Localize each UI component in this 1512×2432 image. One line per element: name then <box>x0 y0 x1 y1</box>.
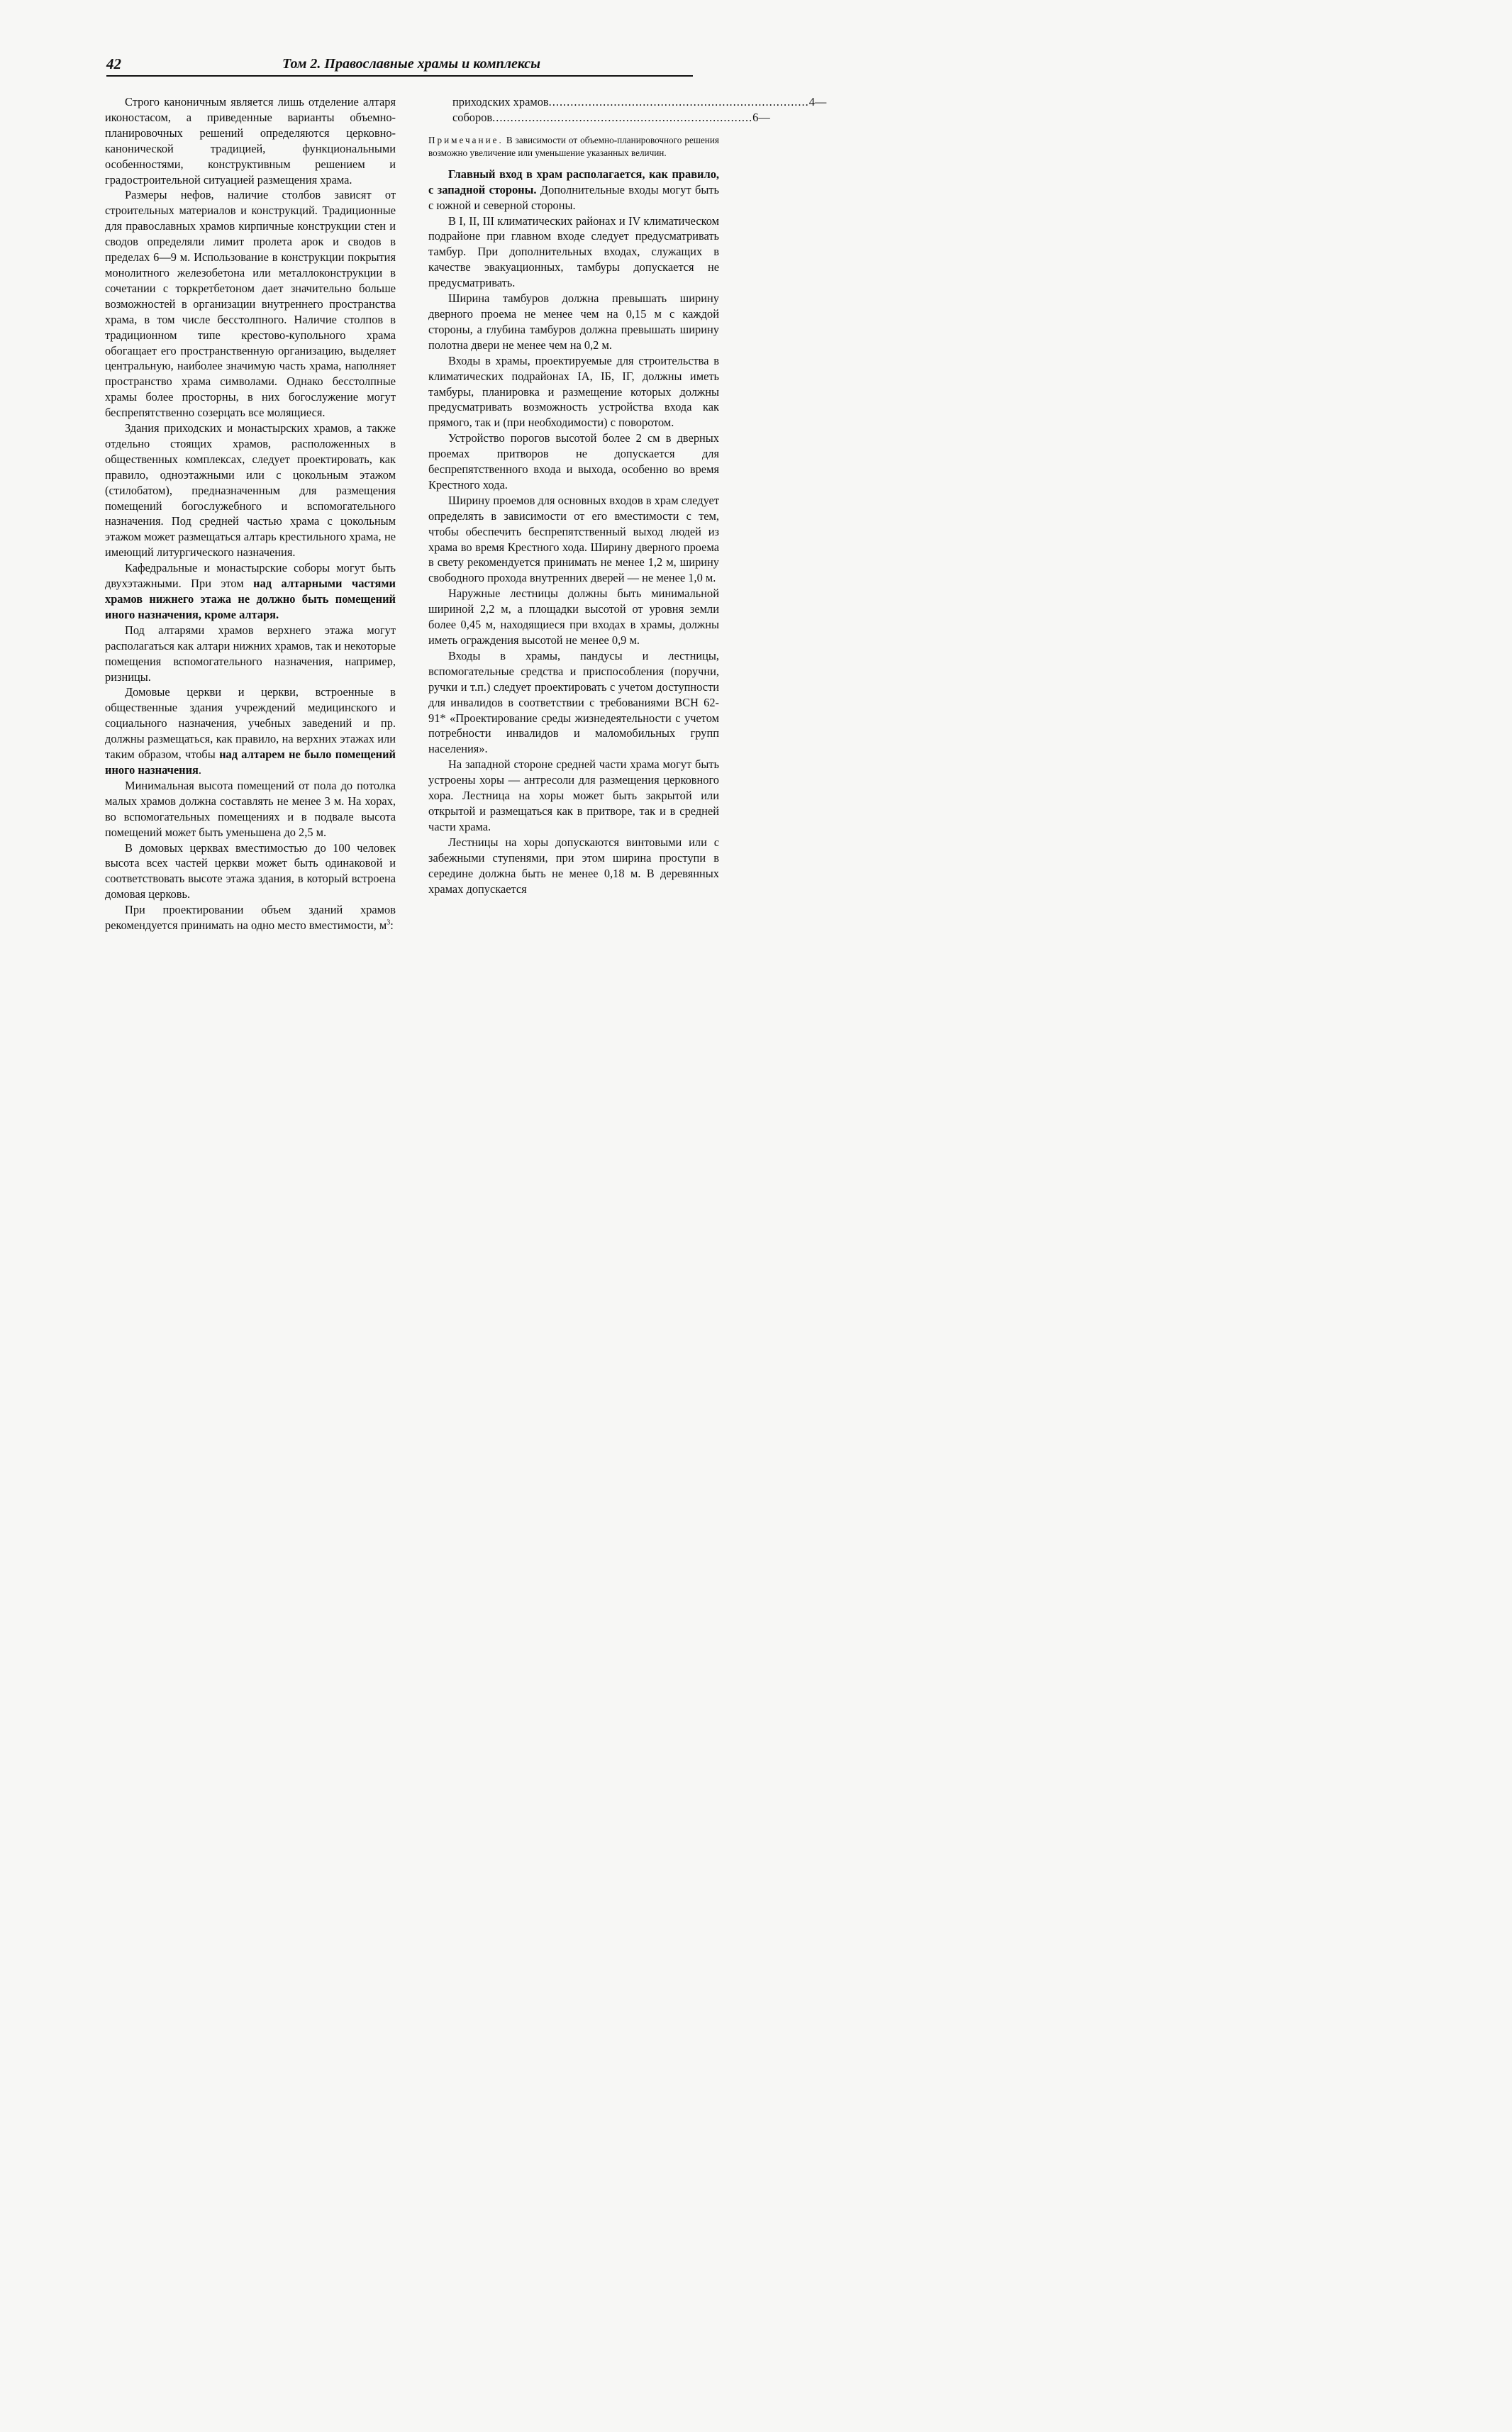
paragraph: Входы в храмы, пандусы и лестницы, вспомогательные средства и приспособления (поручни, ручки и т.п.) следует проектировать с учетом доступности для инвалидов в соответствии с требованиями ВСН 62-91* «Проектирование среды жизнедеятельности с учетом потребности инвалидов и маломобильных групп населения». <box>428 648 719 756</box>
running-header <box>106 55 693 77</box>
paragraph: Лестницы на хоры допускаются винтовыми или с забежными ступенями, при этом ширина проступи в середине должна быть не менее 0,18 м. В деревянных храмах допускается <box>428 835 719 896</box>
list-item <box>428 110 770 126</box>
paragraph-text: : <box>390 918 394 933</box>
paragraph: Размеры нефов, наличие столбов зависят от строительных материалов и конструкций. Традиционные для православных храмов кирпичные конструкции стен и сводов определяли лимит пролета арок и сводов в пределах 6—9 м. Использование в конструкции покрытия монолитного железобетона или металлоконструкции в сочетании с торкретбетоном дает значительно больше возможностей в организации внутреннего пространства храма, в том числе бесстолпного. Наличие столпов в традиционном типе крестово-купольного храма обогащает его пространственную организацию, выделяет центральную, наиболее значимую часть храма, наполняет пространство храма символами. Однако бесстолпные храмы более просторны, в них богослужение могут беспрепятственно созерцать все молящиеся. <box>105 188 396 420</box>
list-item <box>428 94 827 110</box>
paragraph: В I, II, III климатических районах и IV климатическом подрайоне при главном входе следует предусматривать тамбур. При дополнительных входах, служащих в качестве эвакуационных, тамбуры допускается не предусматривать. <box>428 213 719 290</box>
paragraph <box>105 684 396 777</box>
note-text: В зависимости от объемно-планировочного решения возможно увеличение или уменьшение указанных величин. <box>428 134 719 158</box>
paragraph: На западной стороне средней части храма могут быть устроены хоры — антресоли для размещения церковного хора. Лестница на хоры может быть закрытой или открытой и размещаться как в притворе, так и в средней части храма. <box>428 757 719 833</box>
right-column-content <box>428 94 827 896</box>
paragraph: Наружные лестницы должны быть минимальной шириной 2,2 м, а площадки высотой от уровня земли более 0,45 м, находящиеся при входах в храмы, должны иметь ограждения высотой не менее 0,9 м. <box>428 587 719 647</box>
emphasis-text: над алтарными частями храмов нижнего этажа не должно быть помещений иного назначения, кроме алтаря. <box>105 577 396 621</box>
paragraph: Строго каноничным является лишь отделение алтаря иконостасом, а приведенные варианты объемно-планировочных решений определяются церковно-канонической традицией, функциональными особенностями, конструктивным решением и градостроительной ситуацией размещения храма. <box>105 95 396 187</box>
paragraph: Здания приходских и монастырских храмов, а также отдельно стоящих храмов, расположенных в общественных комплексах, следует проектировать, как правило, одноэтажными или с цокольным этажом (стилобатом), предназначенным для размещения помещений богослужебного и вспомогательного назначения. Под средней частью храма с цокольным этажом может размещаться алтарь крестильного храма, не имеющий литургического назначения. <box>105 421 396 560</box>
superscript: 3 <box>387 918 391 927</box>
page-number: 42 <box>106 55 121 72</box>
paragraph-text: Домовые церкви и церкви, встроенные в общественные здания учреждений медицинского и социального назначения, учебных заведений и пр. должны размещаться, как правило, на верхних этажах или таким образом, чтобы <box>105 685 396 762</box>
emphasis-text: Главный вход в храм располагается, как правило, с западной стороны. <box>428 167 719 196</box>
paragraph: Входы в храмы, проектируемые для строительства в климатических подрайонах IА, IБ, IГ, должны иметь тамбуры, планировка и размещение которых должны предусматривать возможность устройства входа как прямого, так и (при необходимости) с поворотом. <box>428 353 719 430</box>
note-label: Примечание. <box>428 134 504 145</box>
list-item-label: приходских храмов ..... <box>452 94 809 110</box>
list-item-label: соборов ..... <box>452 110 752 126</box>
paragraph <box>428 167 719 213</box>
paragraph-text: Кафедральные и монастырские соборы могут быть двухэтажными. При этом <box>105 561 396 591</box>
paragraph: Ширину проемов для основных входов в храм следует определять в зависимости от его вместимости с тем, чтобы обеспечить беспрепятственный выход людей из храма во время Крестного хода. Ширину дверного проема в свету рекомендуется принимать не менее 1,2 м, ширину свободного прохода внутренних дверей — не менее 1,0 м. <box>428 493 719 585</box>
paragraph-text: . <box>198 762 202 777</box>
right-column <box>428 94 827 896</box>
paragraph: Минимальная высота помещений от пола до потолка малых храмов должна составлять не менее 3 м. На хорах, во вспомогательных помещениях и в подвале высота помещений может быть уменьшена до 2,5 м. <box>105 778 396 839</box>
running-title: Том 2. Православные храмы и комплексы <box>282 56 541 72</box>
left-column <box>105 94 396 933</box>
emphasis-text: над алтарем не было помещений иного назначения <box>105 748 396 777</box>
paragraph: Устройство порогов высотой более 2 см в дверных проемах притворов не допускается для беспрепятственного входа и выхода, особенно во время Крестного хода. <box>428 431 719 492</box>
paragraph <box>105 902 396 933</box>
list-item-value: 4— <box>808 95 827 109</box>
paragraph-text: При проектировании объем зданий храмов рекомендуется принимать на одно место вместимости, м <box>105 903 396 933</box>
note <box>428 134 719 160</box>
paragraph <box>105 560 396 623</box>
paragraph: Под алтарями храмов верхнего этажа могут располагаться как алтари нижних храмов, так и некоторые помещения вспомогательного назначения, например, ризницы. <box>105 623 396 684</box>
paragraph-text: Дополнительные входы могут быть с южной и северной стороны. <box>428 182 719 212</box>
paragraph: В домовых церквах вместимостью до 100 человек высота всех частей церкви может быть одинаковой и соответствовать высоте этажа здания, в который встроена домовая церковь. <box>105 840 396 901</box>
list-item-value: 6— <box>752 110 770 124</box>
paragraph: Ширина тамбуров должна превышать ширину дверного проема не менее чем на 0,15 м с каждой стороны, а глубина тамбуров должна превышать ширину полотна двери не менее чем на 0,2 м. <box>428 291 719 352</box>
